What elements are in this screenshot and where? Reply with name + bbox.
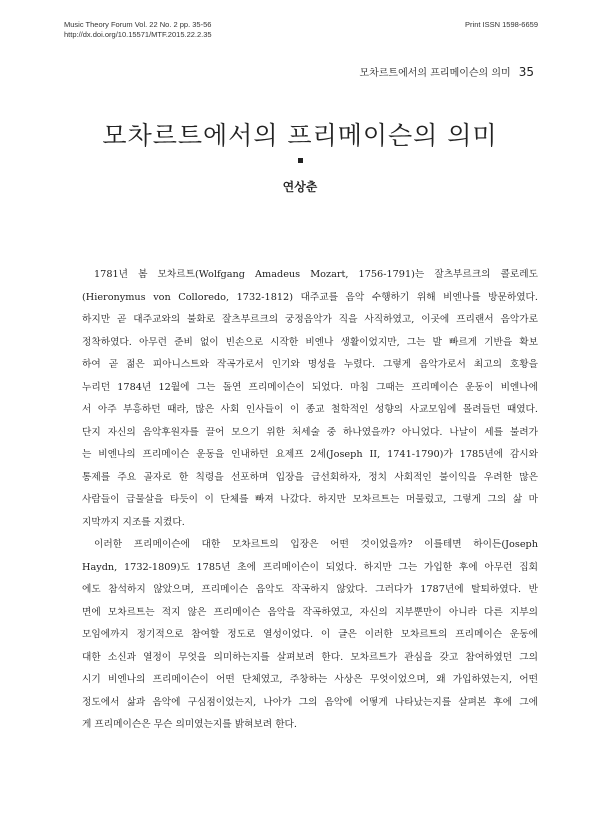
running-head-title: 모차르트에서의 프리메이슨의 의미 — [359, 68, 511, 79]
body-line: 정착하였다. 아무런 준비 없이 빈손으로 시작한 비엔나 생활이었지만, 그는 발 빠르게 기반을 확보 — [82, 336, 538, 348]
body-line: 누리던 1784년 12월에 그는 돌연 프리메이슨이 되었다. 마침 그때는 프리메이슨 운동이 비엔나에 — [82, 381, 538, 393]
body-line: 이러한 프리메이슨에 대한 모차르트의 입장은 어떤 것이었을까? 이를테면 하이든(Joseph — [94, 539, 538, 550]
article-author: 연상춘 — [282, 180, 318, 194]
body-line: 단지 자신의 음악후원자를 끌어 모으기 위한 처세술 중 하나였을까? 아니었다. 나날이 세를 불려가 — [82, 426, 538, 438]
title-footnote-mark — [298, 158, 303, 163]
body-line: 하여 곧 젊은 피아니스트와 작곡가로서 인기와 명성을 누렸다. 그렇게 음악가로서 최고의 호황을 — [82, 359, 538, 370]
body-line: 는 비엔나의 프리메이슨 운동을 인내하던 요제프 2세(Joseph II, 1741-1790)가 1785년에 감시와 — [82, 449, 538, 460]
body-line: Haydn, 1732-1809)도 1785년 초에 프리메이슨이 되었다. 하지만 그는 가입한 후에 아무런 집회 — [82, 561, 538, 573]
body-line: 통제를 주요 골자로 한 칙령을 선포하며 입장을 급선회하자, 정치 사회적인 불이익을 우려한 많은 — [82, 471, 538, 483]
body-line: 1781년 봄 모차르트(Wolfgang Amadeus Mozart, 1756-1791)는 잘츠부르크의 콜로레도 — [94, 269, 538, 280]
body-line: 지막까지 지조를 지켰다. — [82, 516, 185, 528]
doi-link[interactable]: http://dx.doi.org/10.15571/MTF.2015.22.2.35 — [64, 30, 212, 39]
running-head — [359, 64, 534, 79]
body-line: 서 아주 부흥하던 때라, 많은 사회 인사들이 이 종교 철학적인 성향의 사교모임에 몰려들던 때였다. — [82, 404, 538, 415]
body-line: 사람들이 급물살을 타듯이 이 단체를 빠져 나갔다. 하지만 모차르트는 머물렀고, 그렇게 그의 삶 마 — [82, 494, 538, 505]
article-body — [82, 264, 538, 737]
body-line: 정도에서 삶과 음악에 구심점이었는지, 나아가 그의 음악에 어떻게 나타났는지를 살펴본 후에 그에 — [82, 696, 538, 708]
issn: Print ISSN 1598-6659 — [465, 20, 538, 29]
body-line: 게 프리메이슨은 무슨 의미였는지를 밝혀보려 한다. — [82, 719, 297, 730]
citation-block — [64, 20, 212, 40]
paragraph — [82, 264, 538, 534]
page-number: 35 — [518, 65, 534, 79]
body-line: 에도 참석하지 않았으며, 프리메이슨 음악도 작곡하지 않았다. 그러다가 1787년에 탈퇴하였다. 반 — [82, 584, 538, 595]
body-line: 하지만 곧 대주교와의 불화로 잘츠부르크의 궁정음악가 직을 사직하였고, 이곳에 프리랜서 음악가로 — [82, 314, 538, 325]
paragraph — [82, 534, 538, 737]
body-line: 대한 소신과 열정이 무엇을 의미하는지를 살펴보려 한다. 모차르트가 관심을 갖고 참여하였던 그의 — [82, 651, 538, 663]
article-title: 모차르트에서의 프리메이슨의 의미 — [102, 121, 498, 150]
body-line: 모임에까지 정기적으로 참여할 정도로 열성이었다. 이 글은 이러한 모차르트의 프리메이슨 운동에 — [82, 629, 538, 640]
body-line: (Hieronymus von Colloredo, 1732-1812) 대주교를 음악 수행하기 위해 비엔나를 방문하였다. — [82, 291, 538, 303]
citation-line: Music Theory Forum Vol. 22 No. 2 pp. 35-56 — [64, 20, 212, 29]
body-line: 시기 비엔나의 프리메이슨이 어떤 단체였고, 주창하는 사상은 무엇이었으며, 왜 가입하였는지, 어떤 — [82, 674, 538, 685]
body-line: 면에 모차르트는 적지 않은 프리메이슨 음악을 작곡하였고, 자신의 지부뿐만이 아니라 다른 지부의 — [82, 606, 538, 618]
